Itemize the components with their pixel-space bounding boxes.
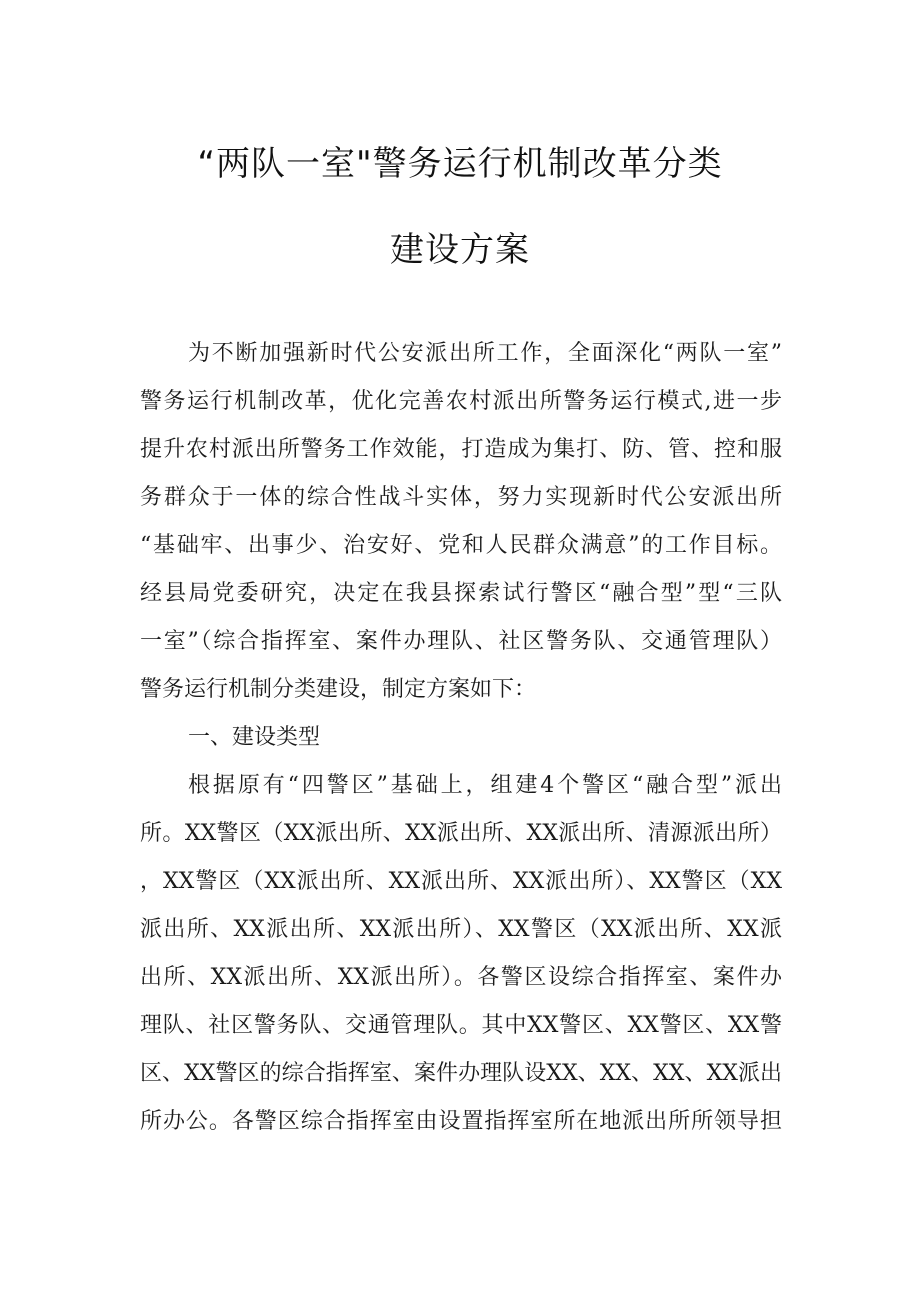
body-line: 提升农村派出所警务工作效能，打造成为集打、防、管、控和服 bbox=[140, 437, 782, 462]
body-line: 一室”（综合指挥室、案件办理队、社区警务队、交通管理队） bbox=[140, 629, 782, 654]
body-line: 所。XX警区（XX派出所、XX派出所、XX派出所、清源派出所） bbox=[140, 821, 782, 846]
body-line: 根据原有“四警区”基础上，组建4个警区“融合型”派出 bbox=[188, 773, 782, 798]
body-line: 警务运行机制分类建设，制定方案如下： bbox=[140, 677, 537, 702]
body-line: 派出所、XX派出所、XX派出所）、XX警区（XX派出所、XX派 bbox=[140, 917, 782, 942]
body-line: ，XX警区（XX派出所、XX派出所、XX派出所）、XX警区（XX bbox=[140, 869, 782, 894]
body-line: 经县局党委研究，决定在我县探索试行警区“融合型”型“三队 bbox=[140, 581, 782, 606]
body-line: 警务运行机制改革，优化完善农村派出所警务运行模式,进一步 bbox=[140, 389, 782, 414]
body-line: 理队、社区警务队、交通管理队。其中XX警区、XX警区、XX警 bbox=[140, 1013, 782, 1038]
body-line: 所办公。各警区综合指挥室由设置指挥室所在地派出所所领导担 bbox=[140, 1109, 782, 1134]
body-line: 出所、XX派出所、XX派出所）。各警区设综合指挥室、案件办 bbox=[140, 965, 782, 990]
body-line: 为不断加强新时代公安派出所工作，全面深化“两队一室” bbox=[188, 341, 782, 366]
document-title-line-2: 建设方案 bbox=[390, 230, 530, 270]
body-line: 区、XX警区的综合指挥室、案件办理队设XX、XX、XX、XX派出 bbox=[140, 1061, 782, 1086]
body-line: “基础牢、出事少、治安好、党和人民群众满意”的工作目标。 bbox=[140, 533, 782, 558]
body-line: 务群众于一体的综合性战斗实体，努力实现新时代公安派出所 bbox=[140, 485, 782, 510]
document-title-line-1: “两队一室"警务运行机制改革分类 bbox=[197, 144, 723, 184]
section-heading: 一、建设类型 bbox=[188, 725, 321, 750]
